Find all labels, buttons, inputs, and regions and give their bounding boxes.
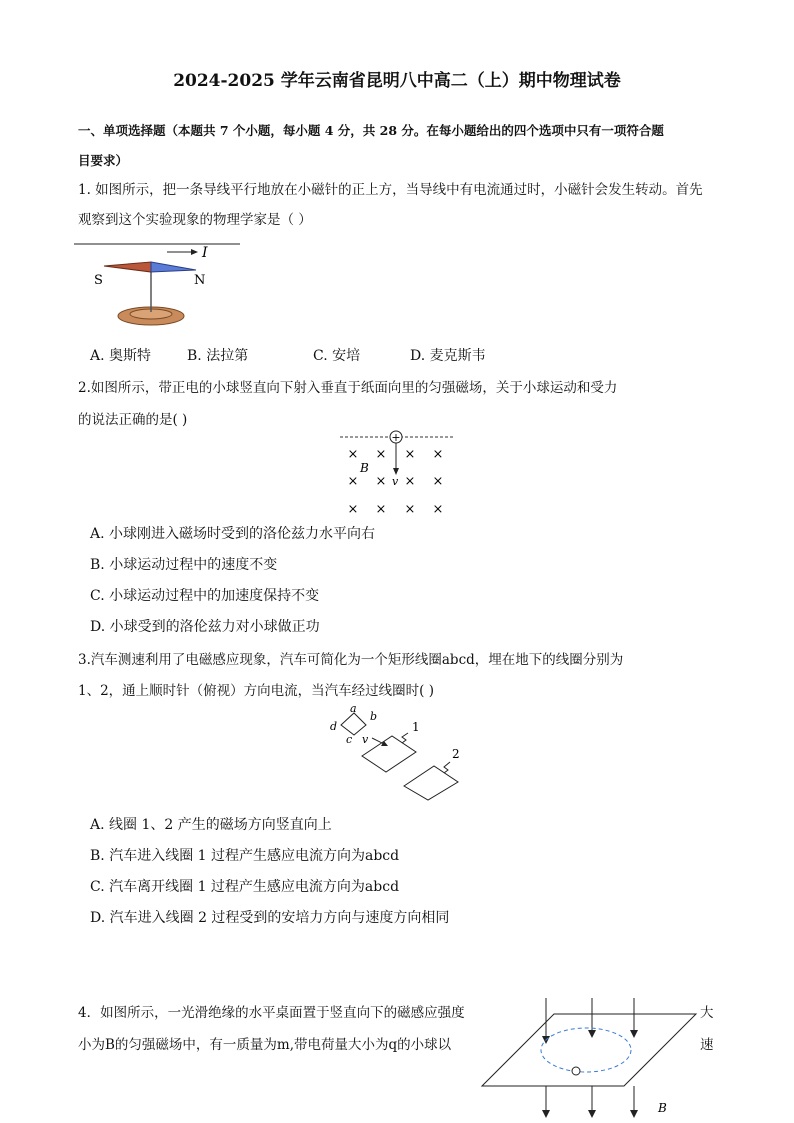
q3-label-a: a [350,702,357,715]
q1-needle-north [151,262,196,272]
q1-option-b[interactable]: B. 法拉第 [187,348,249,364]
q2-option-b[interactable]: B. 小球运动过程中的速度不变 [90,557,278,573]
q2-velocity-arrowhead [393,468,399,475]
q2-cross: × [375,447,387,462]
q4-field-arrowhead [588,1110,596,1118]
q3-label-b: b [370,710,378,723]
q2-cross: × [347,502,359,517]
q4-field-label: B [658,1101,667,1115]
q4-ball [572,1067,580,1075]
q3-stem-line1: 3.汽车测速利用了电磁感应现象，汽车可简化为一个矩形线圈abcd，埋在地下的线圈分别为 [78,652,624,668]
page-title: 2024-2025 学年云南省昆明八中高二（上）期中物理试卷 [173,71,621,91]
q2-cross: × [432,474,444,489]
q4-field-arrowhead [588,1030,596,1038]
q4-table-figure [480,994,698,1123]
q3-coil1-label: 1 [412,720,420,734]
q1-stem-line1: 1. 如图所示，把一条导线平行地放在小磁针的正上方，当导线中有电流通过时，小磁针会发生转动。首先 [78,182,703,198]
q4-field-arrowhead [630,1030,638,1038]
q1-stem-line2: 观察到这个实验现象的物理学家是（ ） [78,212,312,228]
q4-tabletop [482,1014,696,1086]
q3-coil1-lead [402,733,408,743]
q3-option-a[interactable]: A. 线圈 1、2 产生的磁场方向竖直向上 [90,817,332,833]
q1-north-label: N [194,273,206,288]
q2-cross: × [375,474,387,489]
q2-option-c[interactable]: C. 小球运动过程中的加速度保持不变 [90,588,320,604]
q3-option-d[interactable]: D. 汽车进入线圈 2 过程受到的安培力方向与速度方向相同 [90,910,450,926]
q3-label-c: c [346,733,353,746]
q3-coil1 [362,736,416,772]
q1-current-label: I [202,245,208,261]
q3-label-d: d [330,720,338,733]
q3-option-b[interactable]: B. 汽车进入线圈 1 过程产生感应电流方向为abcd [90,848,400,864]
q4-ball-path [541,1028,631,1072]
q1-compass-figure [72,234,252,334]
section-heading-line1: 一、单项选择题（本题共 7 个小题，每小题 4 分，共 28 分。在每小题给出的四个选项中只有一项符合题 [78,123,664,138]
q4-right-char-1: 大 [700,1005,714,1021]
q3-coil2-label: 2 [452,747,460,761]
q2-option-d[interactable]: D. 小球受到的洛伦兹力对小球做正功 [90,619,320,635]
q2-cross: × [432,502,444,517]
q1-option-d[interactable]: D. 麦克斯韦 [410,348,486,364]
q2-cross: × [347,474,359,489]
q2-velocity-label: v [392,475,399,488]
q3-coil2-lead [444,762,450,773]
q4-stem-line1: 4．如图所示，一光滑绝缘的水平桌面置于竖直向下的磁感应强度 [78,1005,465,1021]
q2-stem-line1: 2.如图所示，带正电的小球竖直向下射入垂直于纸面向里的匀强磁场，关于小球运动和受力 [78,380,618,396]
q2-cross: × [404,447,416,462]
q4-field-arrowhead [542,1110,550,1118]
q2-stem-line2: 的说法正确的是( ) [78,412,188,428]
q4-right-char-2: 速 [700,1037,714,1053]
q3-coil-figure [326,700,476,802]
q3-label-v: v [362,733,369,746]
q1-needle-south [104,262,151,272]
q2-field-label: B [360,461,369,475]
q3-stem-line2: 1、2，通上顺时针（俯视）方向电流，当汽车经过线圈时( ) [78,683,435,699]
section-heading-line2: 目要求） [78,153,129,168]
q2-charge-sign: + [391,431,401,444]
q2-cross: × [347,447,359,462]
q4-stem-line2: 小为B的匀强磁场中，有一质量为m,带电荷量大小为q的小球以 [78,1037,452,1053]
q1-option-c[interactable]: C. 安培 [313,348,361,364]
q2-option-a[interactable]: A. 小球刚进入磁场时受到的洛伦兹力水平向右 [90,526,376,542]
q1-option-a[interactable]: A. 奥斯特 [90,348,152,364]
q3-car-loop [341,713,366,735]
q3-coil2 [404,766,458,800]
q2-field-figure [336,426,460,518]
q4-field-arrowhead [630,1110,638,1118]
q2-cross: × [404,502,416,517]
q1-current-arrowhead [191,249,198,255]
q3-option-c[interactable]: C. 汽车离开线圈 1 过程产生感应电流方向为abcd [90,879,400,895]
q2-cross: × [404,474,416,489]
q2-cross: × [432,447,444,462]
q2-cross: × [375,502,387,517]
section-heading [78,116,718,176]
q1-south-label: S [94,273,103,288]
